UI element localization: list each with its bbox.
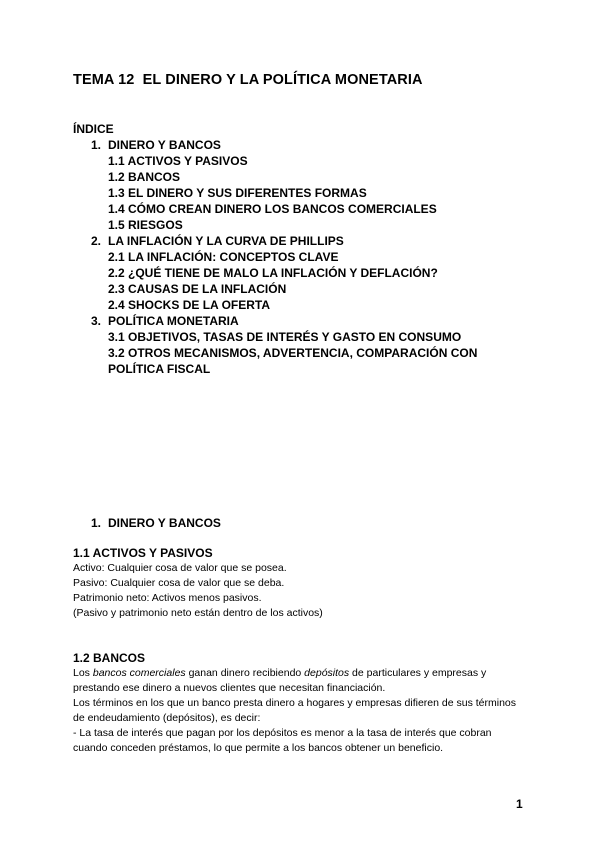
definition-pasivo: Pasivo: Cualquier cosa de valor que se deba. [73, 577, 285, 589]
toc-section-label: LA INFLACIÓN Y LA CURVA DE PHILLIPS [108, 234, 344, 248]
paragraph-bancos-comerciales [73, 666, 523, 696]
toc-section-3 [73, 313, 518, 329]
text-run: Los [73, 667, 93, 679]
italic-term: depósitos [304, 667, 350, 679]
page-number: 1 [516, 797, 523, 811]
toc-section-number: 2. [91, 234, 102, 248]
subsection-heading: 1.2 BANCOS [73, 651, 146, 665]
note-paragraph: (Pasivo y patrimonio neto están dentro de los activos) [73, 607, 323, 619]
toc-section-number: 1. [91, 138, 102, 152]
toc-section-label: POLÍTICA MONETARIA [108, 314, 239, 328]
toc-item: 2.3 CAUSAS DE LA INFLACIÓN [108, 282, 287, 296]
text-run: ganan dinero recibiendo [185, 667, 305, 679]
toc-section-label: DINERO Y BANCOS [108, 138, 221, 152]
subsection-bancos [73, 651, 523, 756]
toc-item: 1.3 EL DINERO Y SUS DIFERENTES FORMAS [108, 186, 367, 200]
toc-item: 1.2 BANCOS [108, 170, 181, 184]
paragraph-terminos: Los términos en los que un banco presta dinero a hogares y empresas difieren de sus términos de endeudamiento (depósitos), es decir: [73, 697, 516, 724]
toc-item: 1.4 CÓMO CREAN DINERO LOS BANCOS COMERCIALES [108, 202, 437, 216]
italic-term: bancos comerciales [92, 667, 186, 679]
section-label: DINERO Y BANCOS [108, 516, 221, 530]
text-run: de particulares y empresas y prestando ese dinero a nuevos clientes que necesitan financiación. [73, 667, 487, 694]
subsection-heading: 1.1 ACTIVOS Y PASIVOS [73, 546, 213, 560]
toc-section-2 [73, 233, 518, 249]
toc-item: 2.4 SHOCKS DE LA OFERTA [108, 298, 271, 312]
subsection-activos-pasivos [73, 546, 523, 621]
index-heading: ÍNDICE [73, 122, 114, 136]
paragraph-tasa-interes: - La tasa de interés que pagan por los depósitos es menor a la tasa de interés que cobran cuando conceden préstamos, lo que permite a los bancos obtener un beneficio. [73, 727, 492, 754]
toc-item: 3.2 OTROS MECANISMOS, ADVERTENCIA, COMPARACIÓN CON POLÍTICA FISCAL [108, 346, 478, 376]
toc-item: 3.1 OBJETIVOS, TASAS DE INTERÉS Y GASTO EN CONSUMO [108, 330, 462, 344]
section-1-heading [91, 516, 221, 530]
toc-item: 1.1 ACTIVOS Y PASIVOS [108, 154, 248, 168]
definition-patrimonio: Patrimonio neto: Activos menos pasivos. [73, 592, 262, 604]
toc-item: 2.1 LA INFLACIÓN: CONCEPTOS CLAVE [108, 250, 339, 264]
toc-item: 1.5 RIESGOS [108, 218, 183, 232]
toc-item: 2.2 ¿QUÉ TIENE DE MALO LA INFLACIÓN Y DEFLACIÓN? [108, 266, 438, 280]
table-of-contents [73, 137, 518, 377]
definition-activo: Activo: Cualquier cosa de valor que se posea. [73, 562, 287, 574]
section-number: 1. [91, 516, 102, 530]
toc-section-1 [73, 137, 518, 153]
document-title: TEMA 12 EL DINERO Y LA POLÍTICA MONETARIA [73, 72, 423, 88]
toc-section-number: 3. [91, 314, 102, 328]
